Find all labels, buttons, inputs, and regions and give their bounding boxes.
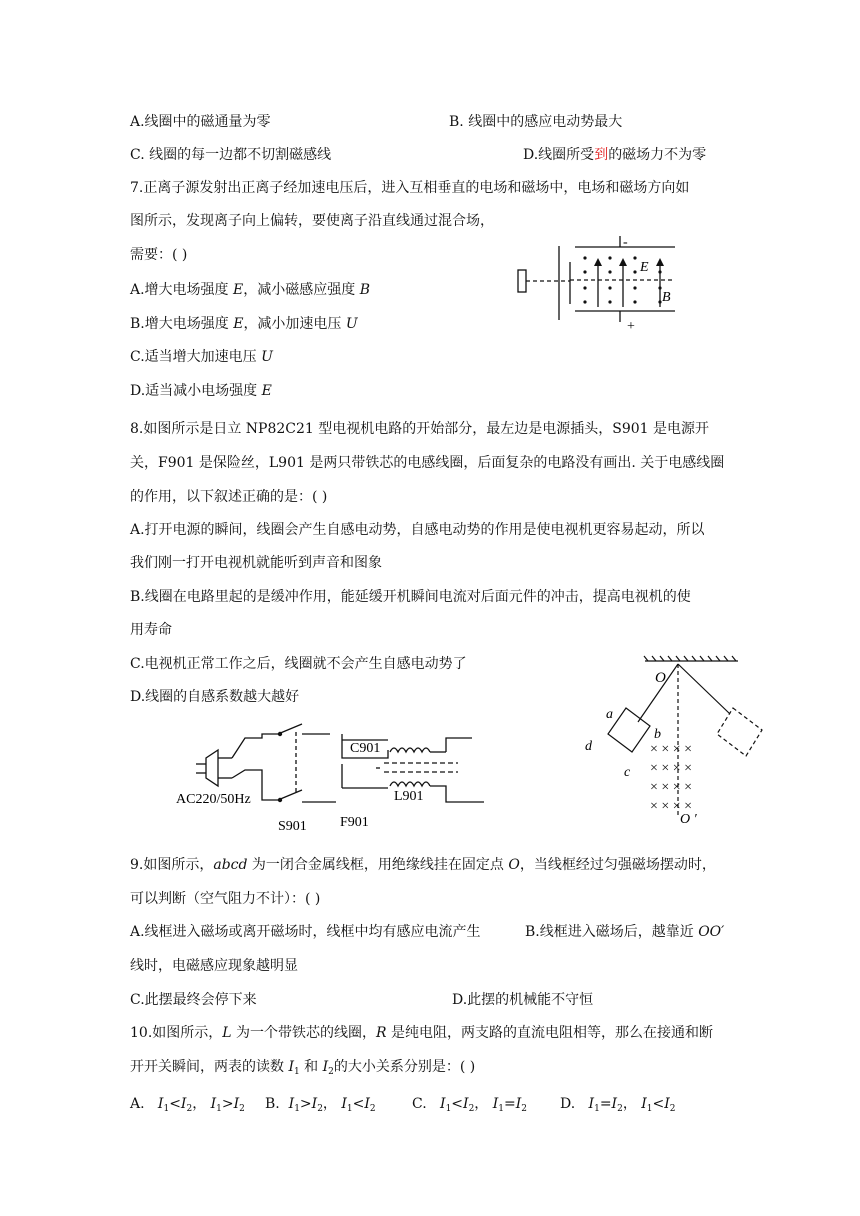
q7-stem-line-1: 7.正离子源发射出正离子经加速电压后，进入互相垂直的电场和磁场中，电场和磁场方向如 <box>130 180 690 196</box>
q10-stem-line-1: 10.如图所示，L 为一个带铁芯的线圈，R 是纯电阻，两支路的直流电阻相等，那么在接通和断 <box>130 1025 714 1041</box>
q10-stem-line-2: 开开关瞬间，两表的读数 $I_1$ 和 $I_2$的大小关系分别是：( ) <box>130 1059 476 1077</box>
q9-option-b: B.线框进入磁场后，越靠近 OO′ <box>525 924 725 940</box>
q9-stem-line-2: 可以判断（空气阻力不计）：( ) <box>130 891 321 907</box>
q8-option-c: C.电视机正常工作之后，线圈就不会产生自感电动势了 <box>130 656 467 672</box>
q9-option-d: D.此摆的机械能不守恒 <box>452 992 594 1008</box>
q8-option-b-line-2: 用寿命 <box>130 622 172 638</box>
label-fuse: F901 <box>340 815 369 830</box>
q7-option-a: A.增大电场强度 E，减小磁感应强度 B <box>130 282 370 298</box>
q8-stem-line-1: 8.如图所示是日立 NP82C21 型电视机电路的开始部分，最左边是电源插头，S901 是电源开 <box>130 421 710 437</box>
q9-stem-line-1: 9.如图所示，abcd 为一闭合金属线框，用绝缘线挂在固定点 O，当线框经过匀强磁场摆动时， <box>130 857 716 873</box>
svg-text:× × × ×: × × × × <box>650 761 693 776</box>
label-capacitor: C901 <box>350 741 381 756</box>
q6-option-c: C. 线圈的每一边都不切割磁感线 <box>130 147 332 163</box>
highlighted-char: 到 <box>594 147 609 163</box>
q8-option-d: D.线圈的自感系数越大越好 <box>130 689 300 705</box>
q8-option-a-line-1: A.打开电源的瞬间，线圈会产生自感电动势，自感电动势的作用是使电视机更容易起动，所以 <box>130 522 705 538</box>
q7-stem-line-2: 图所示，发现离子向上偏转，要使离子沿直线通过混合场， <box>130 213 494 229</box>
label-e-field: E <box>640 260 649 275</box>
label-switch: S901 <box>278 819 307 834</box>
plus-sign: + <box>627 319 635 334</box>
label-b: b <box>654 727 661 742</box>
svg-text:× × × ×: × × × × <box>650 742 693 757</box>
q9-option-b-line-2: 线时，电磁感应现象越明显 <box>130 958 298 974</box>
q9-option-c: C.此摆最终会停下来 <box>130 992 257 1008</box>
q10-option-d: D. $I_1=I_2$， $I_1<I_2$ <box>560 1096 676 1114</box>
q7-option-d: D.适当减小电场强度 E <box>130 383 272 399</box>
q6-option-d: D.线圈所受到的磁场力不为零 <box>523 147 707 163</box>
q7-option-b: B.增大电场强度 E，减小加速电压 U <box>130 316 358 332</box>
q9-option-a: A.线框进入磁场或离开磁场时，线框中均有感应电流产生 <box>130 924 481 940</box>
label-o-prime: O ′ <box>680 812 697 827</box>
svg-text:× × × ×: × × × × <box>650 799 693 814</box>
q8-option-a-line-2: 我们刚一打开电视机就能听到声音和图象 <box>130 555 382 571</box>
q10-option-a: A. $I_1<I_2$， $I_1>I_2$ <box>130 1096 245 1114</box>
q6-option-a: A.线圈中的磁通量为零 <box>130 114 271 130</box>
q6-option-b: B. 线圈中的感应电动势最大 <box>449 114 623 130</box>
q7-option-c: C.适当增大加速电压 U <box>130 349 273 365</box>
label-c: c <box>624 765 631 780</box>
svg-text:× × × ×: × × × × <box>650 780 693 795</box>
label-a: a <box>606 707 613 722</box>
q10-option-c: C. $I_1<I_2$， $I_1=I_2$ <box>412 1096 528 1114</box>
q8-stem-line-2: 关，F901 是保险丝，L901 是两只带铁芯的电感线圈，后面复杂的电路没有画出. 关于电感线圈 <box>130 455 725 471</box>
q8-option-b-line-1: B.线圈在电路里起的是缓冲作用，能延缓开机瞬间电流对后面元件的冲击，提高电视机的使 <box>130 589 691 605</box>
label-d: d <box>585 739 592 754</box>
q7-stem-line-3: 需要：( ) <box>130 247 188 263</box>
label-b-field: B <box>662 290 671 305</box>
label-o: O <box>655 670 666 686</box>
magnetic-field-crosses <box>650 742 692 814</box>
q10-option-b: B. $I_1>I_2$， $I_1<I_2$ <box>265 1096 376 1114</box>
q8-stem-line-3: 的作用，以下叙述正确的是：( ) <box>130 489 328 505</box>
label-inductor: L901 <box>394 789 424 804</box>
minus-sign: - <box>623 235 628 250</box>
label-ac-source: AC220/50Hz <box>176 792 251 807</box>
